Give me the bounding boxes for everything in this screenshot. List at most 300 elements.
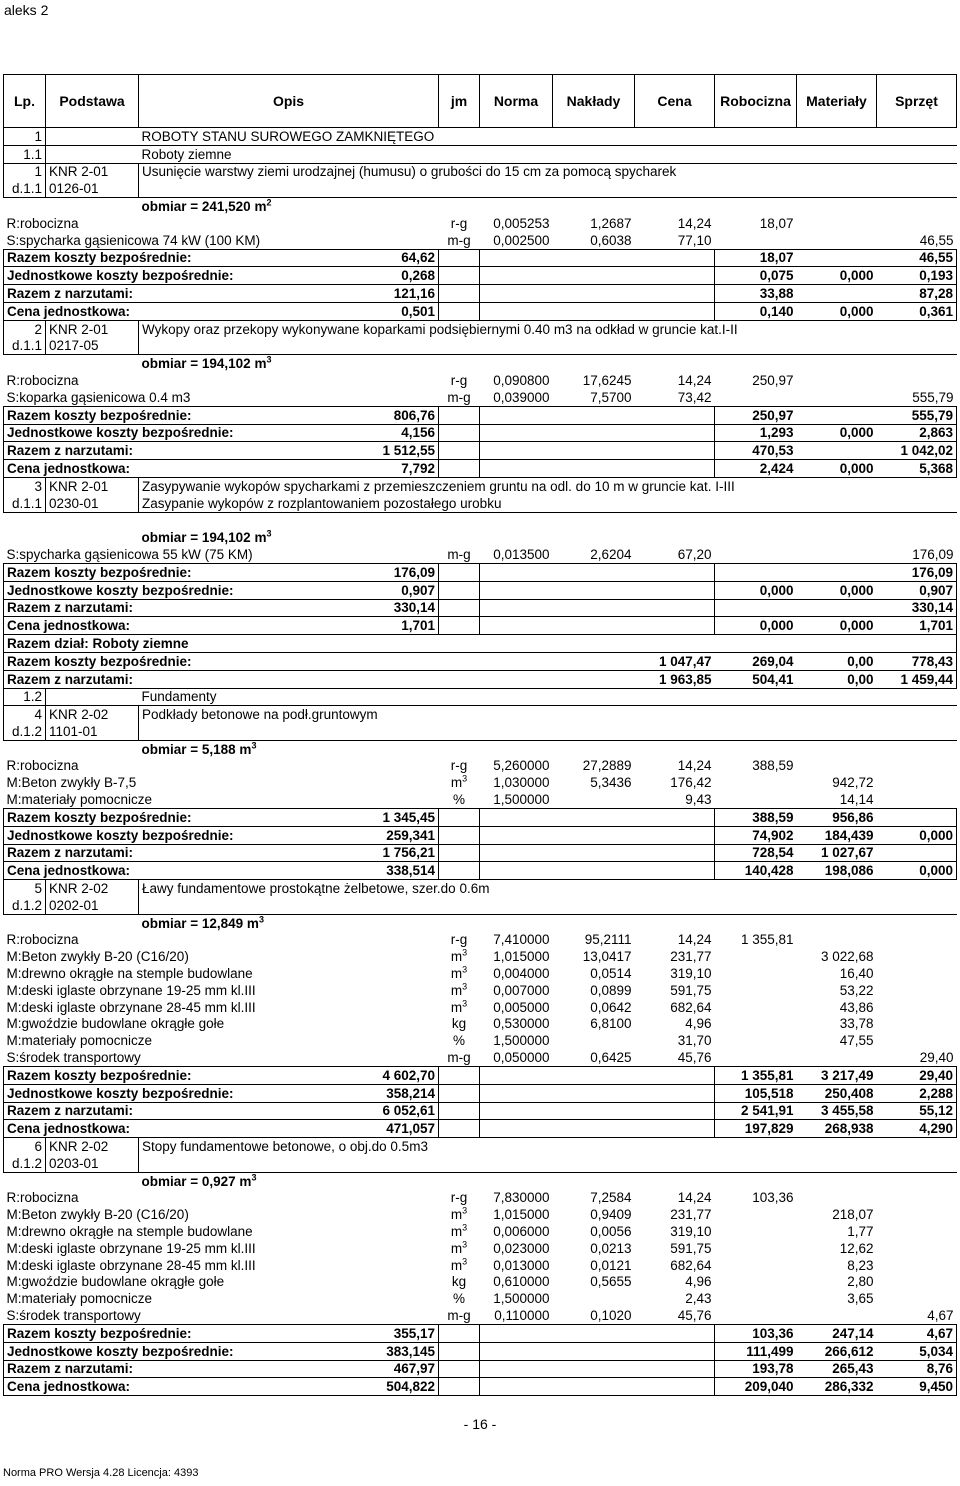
equipment-cost: 0,907 bbox=[877, 581, 957, 599]
item-description: Zasypywanie wykopów spycharkami z przemieszczeniem gruntu na odl. do 10 m w gruncie kat. I-III bbox=[139, 477, 957, 494]
obmiar-value: obmiar = 12,849 m bbox=[141, 915, 259, 931]
cell bbox=[4, 914, 139, 931]
resource-name: M:Beton zwykły B-20 (C16/20) bbox=[6, 949, 189, 965]
resource-name: S:środek transportowy bbox=[6, 1307, 141, 1323]
labor-cost: 269,04 bbox=[715, 652, 797, 670]
cell bbox=[439, 424, 480, 442]
cell bbox=[46, 688, 139, 706]
summary-row bbox=[4, 1120, 957, 1138]
summary-label: Jednostkowe koszty bezpośrednie: bbox=[4, 1342, 139, 1360]
resource-row bbox=[4, 1274, 957, 1291]
material-cost bbox=[797, 442, 877, 460]
material-cost bbox=[797, 563, 877, 581]
equipment-cost bbox=[877, 1274, 957, 1291]
item-number: 6 bbox=[4, 1138, 46, 1155]
section-number: 1.2 bbox=[4, 688, 46, 706]
summary-label: Cena jednostkowa: bbox=[4, 862, 139, 880]
resource-row bbox=[4, 1016, 957, 1033]
resource-price: 45,76 bbox=[677, 1050, 712, 1066]
material-cost: 266,612 bbox=[797, 1342, 877, 1360]
resource-norma: 0,110000 bbox=[494, 1307, 550, 1323]
cell bbox=[553, 267, 635, 285]
resource-unit: kg bbox=[451, 1016, 467, 1032]
summary-value: 806,76 bbox=[139, 406, 439, 424]
resource-name: M:materiały pomocnicze bbox=[6, 792, 153, 808]
cell bbox=[480, 617, 553, 635]
equipment-cost bbox=[877, 948, 957, 965]
resource-row bbox=[4, 1240, 957, 1257]
summary-row bbox=[4, 302, 957, 320]
labor-cost: 74,902 bbox=[715, 826, 797, 844]
summary-value: 7,792 bbox=[139, 460, 439, 478]
equipment-cost: 176,09 bbox=[912, 546, 954, 562]
material-cost bbox=[797, 406, 877, 424]
item-number: 5 bbox=[4, 880, 46, 897]
cell bbox=[480, 599, 553, 617]
material-cost: 47,55 bbox=[839, 1033, 874, 1049]
summary-value: 4,156 bbox=[139, 424, 439, 442]
page-number: - 16 - bbox=[463, 1416, 497, 1432]
material-cost: 3 022,68 bbox=[820, 949, 874, 965]
resource-price: 77,10 bbox=[677, 232, 712, 248]
resource-unit: $m^3$ bbox=[450, 998, 468, 1015]
summary-row bbox=[4, 826, 957, 844]
item-description bbox=[139, 180, 957, 197]
resource-norma: 1,500000 bbox=[493, 1291, 550, 1307]
material-cost: 956,86 bbox=[797, 809, 877, 827]
item-number: 2 bbox=[4, 320, 46, 337]
obmiar bbox=[139, 198, 957, 215]
material-cost: 286,332 bbox=[797, 1378, 877, 1396]
equipment-cost: 9,450 bbox=[877, 1378, 957, 1396]
resource-name: R:robocizna bbox=[6, 758, 79, 774]
resource-unit: $m^3$ bbox=[450, 1256, 468, 1273]
material-cost: 1,77 bbox=[847, 1224, 874, 1239]
section-row bbox=[4, 128, 957, 146]
equipment-cost: 87,28 bbox=[877, 285, 957, 303]
cell bbox=[553, 442, 635, 460]
cell bbox=[635, 617, 715, 635]
resource-norma: 0,090800 bbox=[493, 372, 550, 388]
cell bbox=[553, 826, 635, 844]
item-number: d.1.2 bbox=[4, 723, 46, 740]
summary-label: Razem koszty bezpośrednie: bbox=[4, 809, 139, 827]
cell bbox=[480, 1120, 553, 1138]
resource-name: M:deski iglaste obrzynane 19-25 mm kl.III bbox=[6, 982, 256, 998]
cell bbox=[635, 1360, 715, 1378]
labor-cost: 33,88 bbox=[715, 285, 797, 303]
item-number: 4 bbox=[4, 706, 46, 723]
resource-norma: 1,500000 bbox=[493, 792, 550, 808]
resource-naklady: 0,9409 bbox=[590, 1207, 632, 1223]
item-description: Podkłady betonowe na podł.gruntowym bbox=[139, 706, 957, 723]
resource-name: M:deski iglaste obrzynane 19-25 mm kl.III bbox=[6, 1240, 256, 1256]
cell bbox=[480, 1084, 553, 1102]
cell bbox=[553, 581, 635, 599]
labor-cost: 140,428 bbox=[715, 862, 797, 880]
cell bbox=[635, 844, 715, 862]
labor-cost: 197,829 bbox=[715, 1120, 797, 1138]
resource-name: M:gwoździe budowlane okrągłe gołe bbox=[6, 1274, 225, 1290]
item-description: Usunięcie warstwy ziemi urodzajnej (humusu) o grubości do 15 cm za pomocą spycharek bbox=[139, 163, 957, 180]
summary-label: Jednostkowe koszty bezpośrednie: bbox=[4, 826, 139, 844]
summary-value: 504,822 bbox=[139, 1378, 439, 1396]
equipment-cost bbox=[877, 1240, 957, 1257]
resource-norma: 5,260000 bbox=[493, 758, 550, 774]
labor-cost: 728,54 bbox=[715, 844, 797, 862]
material-cost bbox=[797, 285, 877, 303]
cell bbox=[553, 844, 635, 862]
cell bbox=[439, 1324, 480, 1342]
cell bbox=[4, 740, 139, 757]
cell bbox=[439, 406, 480, 424]
labor-cost bbox=[715, 1290, 797, 1307]
item-basis: 0202-01 bbox=[46, 897, 139, 914]
material-cost: 198,086 bbox=[797, 862, 877, 880]
summary-row bbox=[4, 442, 957, 460]
resource-row bbox=[4, 791, 957, 808]
labor-cost: 504,41 bbox=[715, 670, 797, 688]
material-cost: 250,408 bbox=[797, 1084, 877, 1102]
resource-price: 4,96 bbox=[685, 1016, 712, 1032]
summary-row bbox=[4, 267, 957, 285]
division-summary-row bbox=[4, 652, 957, 670]
labor-cost: 0,000 bbox=[715, 617, 797, 635]
resource-price: 682,64 bbox=[670, 1257, 712, 1273]
cell bbox=[4, 198, 139, 215]
cell bbox=[439, 809, 480, 827]
equipment-cost bbox=[877, 758, 957, 775]
item-basis: 0230-01 bbox=[46, 495, 139, 512]
material-cost: 8,23 bbox=[847, 1257, 874, 1273]
cell bbox=[553, 1120, 635, 1138]
summary-value: 0,501 bbox=[139, 302, 439, 320]
summary-row bbox=[4, 460, 957, 478]
col-header: Nakłady bbox=[553, 75, 635, 128]
resource-naklady: 0,0121 bbox=[590, 1257, 632, 1273]
labor-cost: 103,36 bbox=[715, 1324, 797, 1342]
labor-cost: 105,518 bbox=[715, 1084, 797, 1102]
resource-price: 682,64 bbox=[670, 999, 712, 1015]
material-cost: 2,80 bbox=[847, 1274, 874, 1290]
material-cost: 0,000 bbox=[797, 424, 877, 442]
resource-name: S:spycharka gąsienicowa 55 kW (75 KM) bbox=[6, 546, 253, 562]
cell bbox=[553, 460, 635, 478]
resource-name: M:drewno okrągłe na stemple budowlane bbox=[6, 1224, 253, 1239]
equipment-cost bbox=[877, 1223, 957, 1240]
obmiar-unit-exp: 3 bbox=[258, 914, 264, 925]
material-cost: 12,62 bbox=[839, 1240, 874, 1256]
labor-cost bbox=[715, 599, 797, 617]
resource-unit: $m^3$ bbox=[450, 1205, 468, 1223]
equipment-cost bbox=[877, 844, 957, 862]
resource-norma: 1,015000 bbox=[493, 1207, 550, 1223]
cell bbox=[553, 424, 635, 442]
labor-cost bbox=[715, 1307, 797, 1324]
resource-name: S:spycharka gąsienicowa 74 kW (100 KM) bbox=[6, 232, 261, 248]
obmiar bbox=[139, 1172, 957, 1189]
resource-price: 231,77 bbox=[670, 1207, 712, 1223]
equipment-cost bbox=[877, 215, 957, 232]
cell bbox=[480, 1102, 553, 1120]
summary-value: 383,145 bbox=[139, 1342, 439, 1360]
cell bbox=[439, 844, 480, 862]
summary-row bbox=[4, 1102, 957, 1120]
item-row bbox=[4, 320, 957, 337]
labor-cost bbox=[715, 1240, 797, 1257]
item-number: d.1.1 bbox=[4, 180, 46, 197]
obmiar bbox=[139, 914, 957, 931]
cell bbox=[635, 249, 715, 267]
resource-price: 2,43 bbox=[685, 1291, 712, 1307]
material-cost: 43,86 bbox=[839, 999, 874, 1015]
obmiar-unit-exp: 3 bbox=[251, 1172, 257, 1183]
material-cost bbox=[797, 758, 877, 775]
equipment-cost: 0,361 bbox=[877, 302, 957, 320]
spacer-row bbox=[4, 512, 957, 529]
obmiar-value: obmiar = 241,520 m bbox=[141, 198, 267, 214]
equipment-cost bbox=[877, 774, 957, 791]
labor-cost bbox=[715, 563, 797, 581]
col-header: jm bbox=[439, 75, 480, 128]
document-title: aleks 2 bbox=[4, 2, 49, 18]
table-body bbox=[4, 128, 957, 1396]
obmiar-unit-exp: 3 bbox=[266, 354, 272, 365]
software-footer: Norma PRO Wersja 4.28 Licencja: 4393 bbox=[3, 1467, 199, 1479]
resource-row bbox=[4, 758, 957, 775]
summary-value: 467,97 bbox=[139, 1360, 439, 1378]
cell bbox=[480, 1378, 553, 1396]
obmiar bbox=[139, 740, 957, 757]
col-header: Sprzęt bbox=[877, 75, 957, 128]
summary-row bbox=[4, 1360, 957, 1378]
labor-cost: 0,140 bbox=[715, 302, 797, 320]
item-description: Wykopy oraz przekopy wykonywane koparkami podsiębiernymi 0.40 m3 na odkład w gruncie kat.I-II bbox=[139, 320, 957, 337]
cell bbox=[635, 581, 715, 599]
resource-name: R:robocizna bbox=[6, 372, 79, 388]
section-row bbox=[4, 145, 957, 163]
summary-row bbox=[4, 1067, 957, 1085]
labor-cost bbox=[715, 1223, 797, 1240]
equipment-cost bbox=[877, 965, 957, 982]
col-header: Cena bbox=[635, 75, 715, 128]
material-cost bbox=[797, 389, 877, 406]
summary-label: Cena jednostkowa: bbox=[4, 460, 139, 478]
resource-norma: 0,005253 bbox=[493, 215, 550, 231]
cell bbox=[480, 563, 553, 581]
section-number: 1.1 bbox=[4, 145, 46, 163]
summary-row bbox=[4, 581, 957, 599]
resource-norma: 0,039000 bbox=[493, 389, 550, 405]
material-cost bbox=[797, 932, 877, 949]
summary-label: Razem z narzutami: bbox=[4, 442, 139, 460]
cell bbox=[635, 1067, 715, 1085]
summary-value: 0,907 bbox=[139, 581, 439, 599]
item-row bbox=[4, 477, 957, 494]
item-row-2 bbox=[4, 495, 957, 512]
cell bbox=[46, 145, 139, 163]
summary-row bbox=[4, 617, 957, 635]
labor-cost bbox=[715, 389, 797, 406]
equipment-cost: 176,09 bbox=[877, 563, 957, 581]
resource-row bbox=[4, 932, 957, 949]
item-number: d.1.2 bbox=[4, 897, 46, 914]
summary-value: 1 345,45 bbox=[139, 809, 439, 827]
resource-norma: 0,005000 bbox=[493, 999, 550, 1015]
resource-name: S:koparka gąsienicowa 0.4 m3 bbox=[6, 389, 191, 405]
summary-label: Razem z narzutami: bbox=[4, 1102, 139, 1120]
cell bbox=[635, 1324, 715, 1342]
item-description bbox=[139, 897, 957, 914]
summary-label: Razem z narzutami: bbox=[4, 844, 139, 862]
resource-price: 319,10 bbox=[670, 1224, 712, 1239]
resource-norma: 1,015000 bbox=[493, 949, 550, 965]
item-basis: KNR 2-01 bbox=[46, 320, 139, 337]
labor-cost bbox=[715, 1257, 797, 1274]
labor-cost bbox=[715, 982, 797, 999]
summary-label: Jednostkowe koszty bezpośrednie: bbox=[4, 424, 139, 442]
cell bbox=[553, 1378, 635, 1396]
section-number: 1 bbox=[4, 128, 46, 146]
item-number: 1 bbox=[4, 163, 46, 180]
summary-row bbox=[4, 599, 957, 617]
resource-unit: $m^3$ bbox=[450, 1239, 468, 1256]
equipment-cost bbox=[877, 1257, 957, 1274]
division-total: 1 963,85 bbox=[635, 670, 715, 688]
resource-price: 14,24 bbox=[677, 932, 712, 948]
obmiar bbox=[139, 529, 957, 546]
obmiar-unit-exp: 2 bbox=[266, 197, 272, 208]
cell bbox=[439, 862, 480, 880]
obmiar-unit-exp: 3 bbox=[251, 740, 257, 751]
summary-label: Jednostkowe koszty bezpośrednie: bbox=[4, 267, 139, 285]
resource-naklady: 7,5700 bbox=[590, 389, 632, 405]
equipment-cost: 29,40 bbox=[877, 1067, 957, 1085]
resource-norma: 0,023000 bbox=[493, 1240, 550, 1256]
item-row bbox=[4, 1138, 957, 1155]
labor-cost bbox=[715, 1206, 797, 1223]
cell bbox=[439, 1342, 480, 1360]
equipment-cost bbox=[877, 982, 957, 999]
labor-cost: 1,293 bbox=[715, 424, 797, 442]
resource-price: 591,75 bbox=[670, 1240, 712, 1256]
section-title: ROBOTY STANU SUROWEGO ZAMKNIĘTEGO bbox=[139, 128, 957, 146]
cell bbox=[553, 1084, 635, 1102]
item-row-2 bbox=[4, 723, 957, 740]
resource-price: 4,96 bbox=[685, 1274, 712, 1290]
item-number: d.1.1 bbox=[4, 495, 46, 512]
item-number: d.1.1 bbox=[4, 338, 46, 355]
summary-label: Razem koszty bezpośrednie: bbox=[4, 563, 139, 581]
material-cost: 3 217,49 bbox=[797, 1067, 877, 1085]
cell bbox=[480, 1324, 553, 1342]
summary-label: Cena jednostkowa: bbox=[4, 1378, 139, 1396]
material-cost: 1 027,67 bbox=[797, 844, 877, 862]
labor-cost: 18,07 bbox=[715, 249, 797, 267]
equipment-cost: 4,67 bbox=[927, 1307, 954, 1323]
resource-norma: 0,610000 bbox=[493, 1274, 550, 1290]
resource-price: 14,24 bbox=[677, 215, 712, 231]
summary-value: 64,62 bbox=[139, 249, 439, 267]
cell bbox=[635, 302, 715, 320]
cell bbox=[439, 617, 480, 635]
cell bbox=[635, 826, 715, 844]
equipment-cost: 4,290 bbox=[877, 1120, 957, 1138]
equipment-cost: 1 042,02 bbox=[877, 442, 957, 460]
equipment-cost: 1,701 bbox=[877, 617, 957, 635]
obmiar-value: obmiar = 0,927 m bbox=[141, 1173, 252, 1189]
resource-norma: 0,002500 bbox=[493, 232, 550, 248]
equipment-cost bbox=[877, 1290, 957, 1307]
resource-naklady bbox=[553, 1032, 635, 1049]
cell bbox=[480, 267, 553, 285]
summary-label: Razem z narzutami: bbox=[4, 599, 139, 617]
resource-price: 67,20 bbox=[677, 546, 712, 562]
equipment-cost: 555,79 bbox=[912, 389, 954, 405]
cost-estimate-table bbox=[3, 74, 957, 1396]
material-cost: 0,000 bbox=[797, 581, 877, 599]
equipment-cost: 5,034 bbox=[877, 1342, 957, 1360]
labor-cost bbox=[715, 791, 797, 808]
labor-cost: 388,59 bbox=[715, 809, 797, 827]
resource-naklady: 0,0642 bbox=[590, 999, 632, 1015]
cell bbox=[439, 285, 480, 303]
resource-norma: 0,004000 bbox=[493, 966, 550, 982]
cell bbox=[635, 442, 715, 460]
material-cost: 3,65 bbox=[847, 1291, 874, 1307]
summary-value: 358,214 bbox=[139, 1084, 439, 1102]
resource-unit: % bbox=[452, 792, 465, 808]
equipment-cost: 4,67 bbox=[877, 1324, 957, 1342]
item-basis: 0217-05 bbox=[46, 338, 139, 355]
resource-norma: 0,007000 bbox=[493, 982, 550, 998]
labor-cost: 0,000 bbox=[715, 581, 797, 599]
labor-cost: 193,78 bbox=[715, 1360, 797, 1378]
summary-value: 1 512,55 bbox=[139, 442, 439, 460]
summary-label: Jednostkowe koszty bezpośrednie: bbox=[4, 1084, 139, 1102]
equipment-cost: 46,55 bbox=[877, 249, 957, 267]
material-cost bbox=[797, 1307, 877, 1324]
division-summary-label: Razem koszty bezpośrednie: bbox=[4, 652, 635, 670]
resource-norma: 7,410000 bbox=[493, 932, 550, 948]
item-description: Ławy fundamentowe prostokątne żelbetowe, szer.do 0.6m bbox=[139, 880, 957, 897]
resource-naklady bbox=[553, 791, 635, 808]
division-total: 1 047,47 bbox=[635, 652, 715, 670]
equipment-cost: 0,000 bbox=[877, 862, 957, 880]
division-summary-label: Razem z narzutami: bbox=[4, 670, 635, 688]
material-cost: 16,40 bbox=[839, 966, 874, 982]
labor-cost: 1 355,81 bbox=[740, 932, 794, 948]
equipment-cost bbox=[877, 1206, 957, 1223]
material-cost bbox=[797, 372, 877, 389]
obmiar-value: obmiar = 194,102 m bbox=[141, 530, 267, 546]
resource-row bbox=[4, 948, 957, 965]
equipment-cost bbox=[877, 1016, 957, 1033]
labor-cost: 0,075 bbox=[715, 267, 797, 285]
resource-unit: r-g bbox=[450, 1190, 468, 1206]
item-description bbox=[139, 723, 957, 740]
equipment-cost bbox=[877, 791, 957, 808]
equipment-cost bbox=[877, 932, 957, 949]
summary-label: Cena jednostkowa: bbox=[4, 302, 139, 320]
cell bbox=[553, 285, 635, 303]
col-header: Materiały bbox=[797, 75, 877, 128]
resource-name: M:Beton zwykły B-7,5 bbox=[6, 775, 137, 791]
material-cost: 0,00 bbox=[797, 652, 877, 670]
labor-cost: 111,499 bbox=[715, 1342, 797, 1360]
summary-value: 176,09 bbox=[139, 563, 439, 581]
resource-price: 14,24 bbox=[677, 758, 712, 774]
